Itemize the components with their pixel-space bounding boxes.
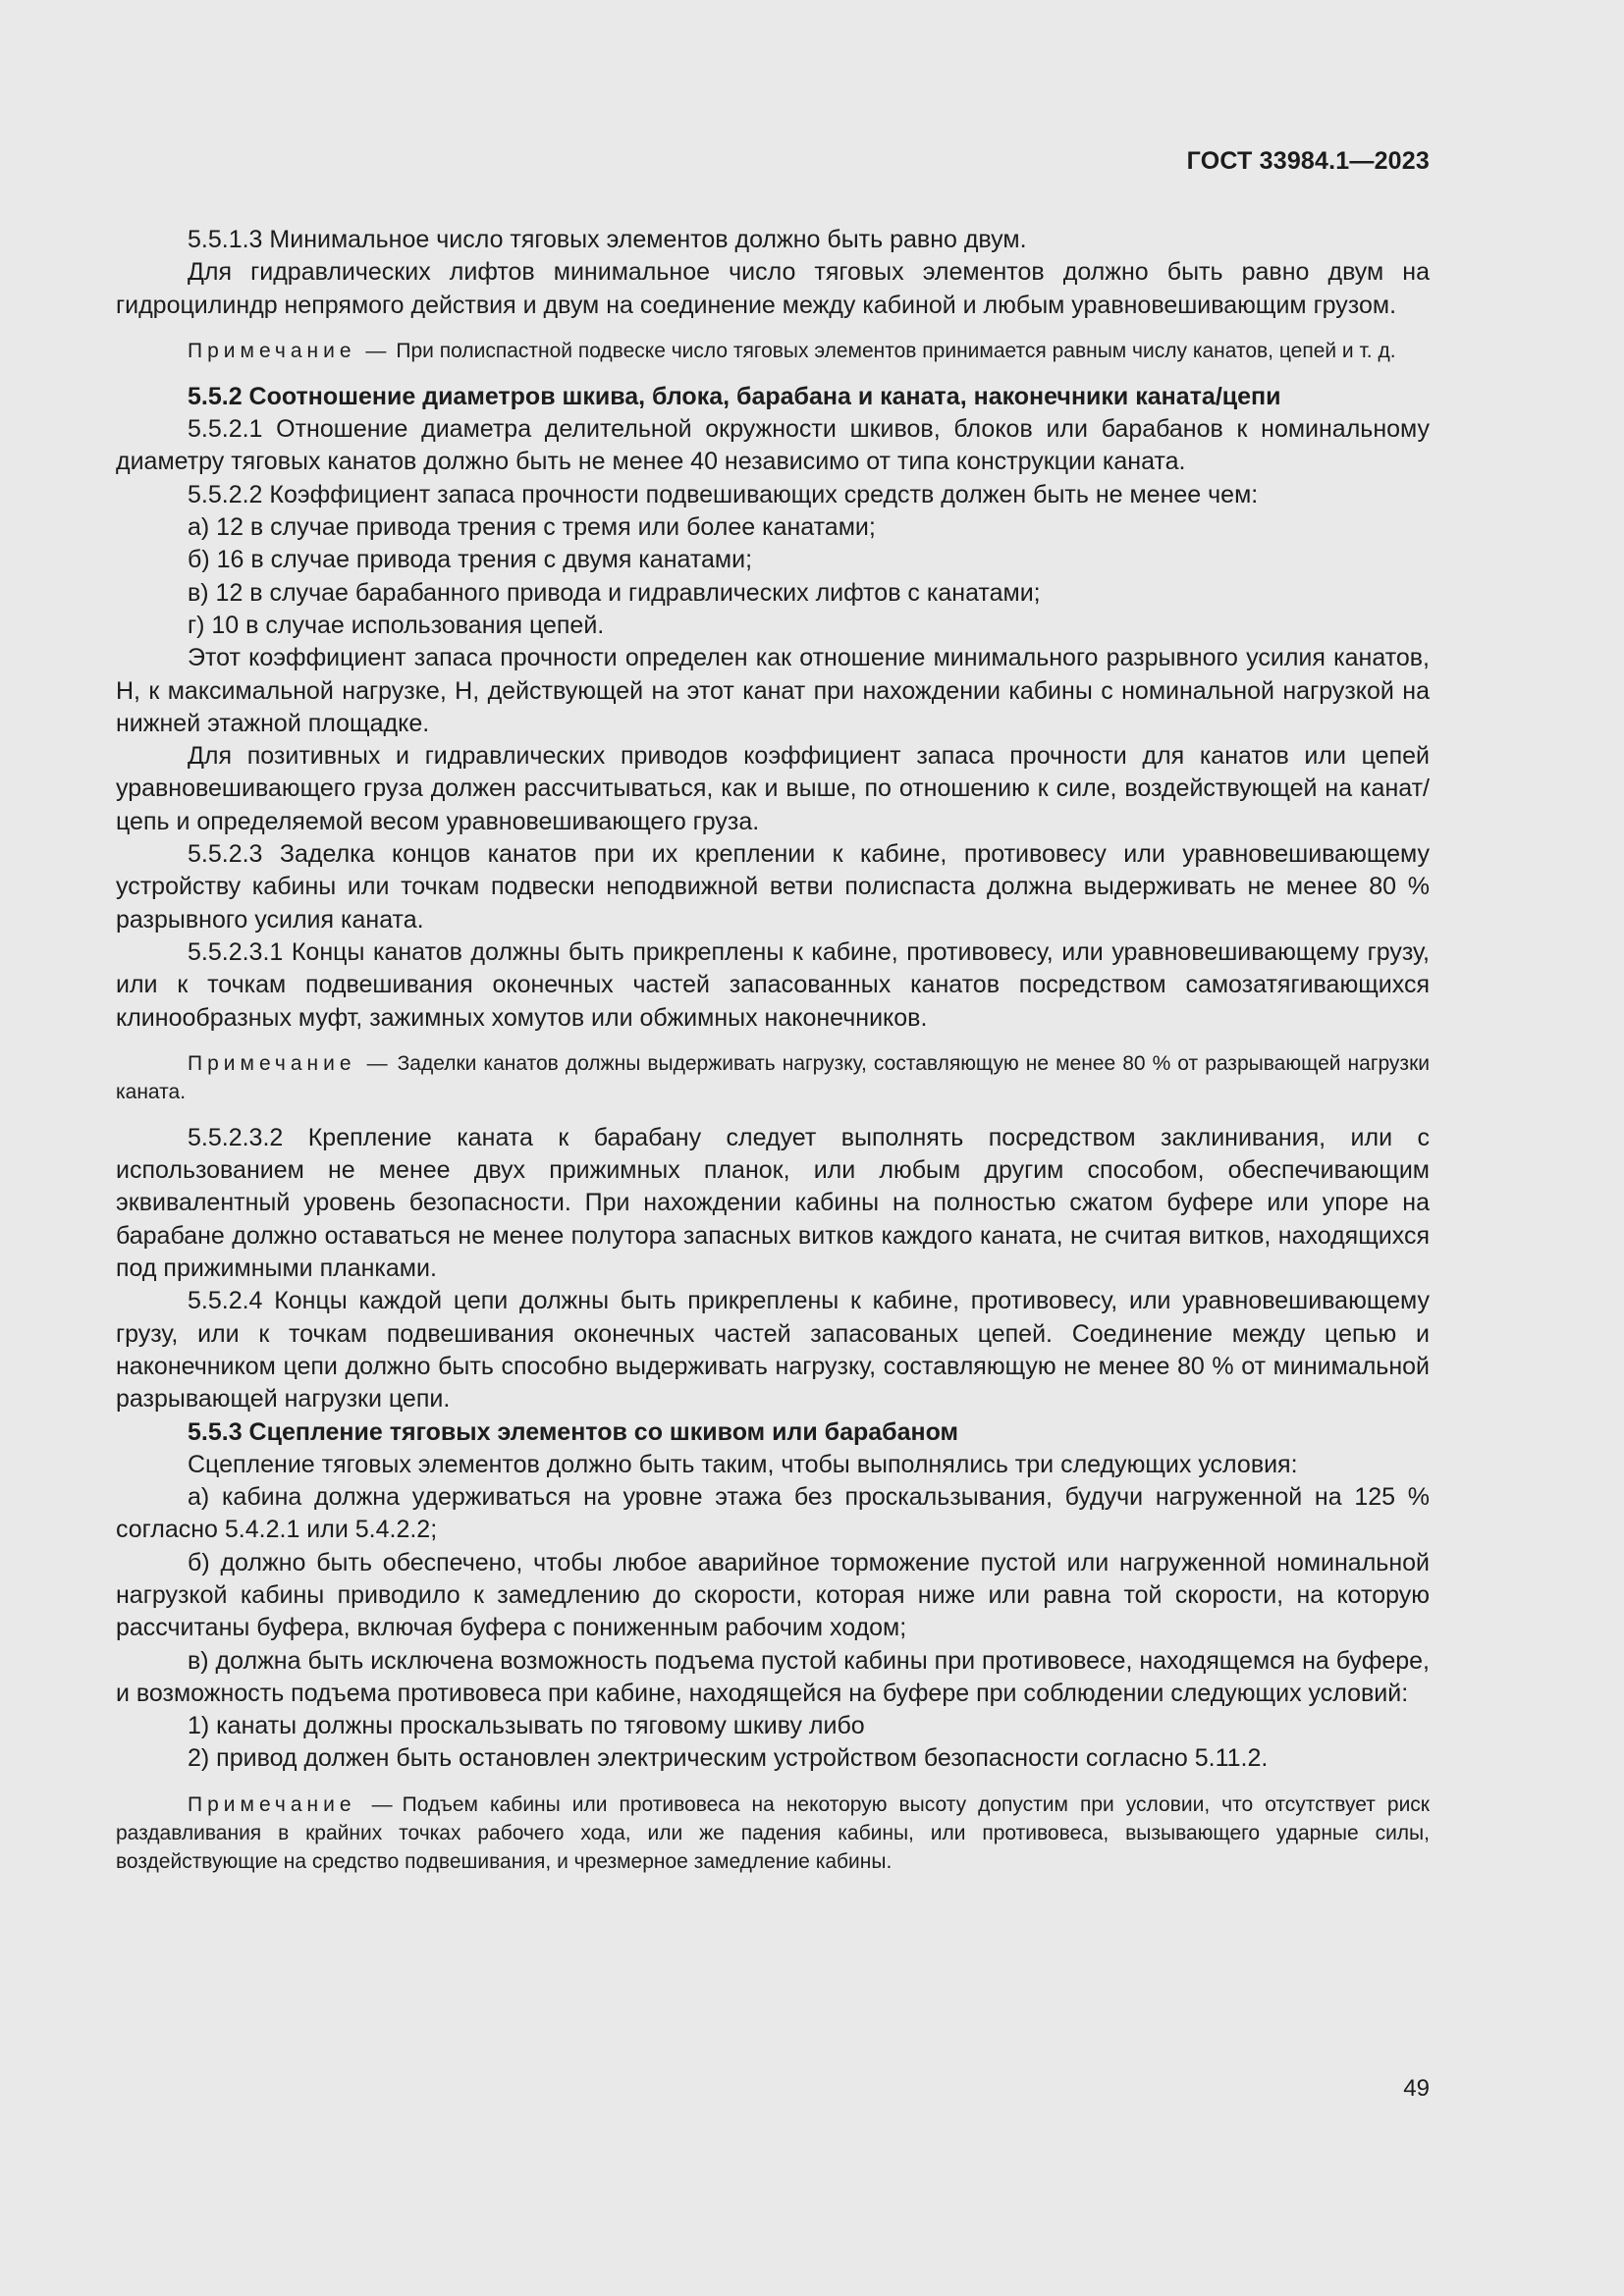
body-paragraph: Этот коэффициент запаса прочности определен как отношение минимального разрывного усилия канатов, Н, к максимальной нагрузке, Н, действующей на этот канат при нахождении кабины с номинальной нагрузкой на нижней этажной площадке. <box>116 644 1430 737</box>
body-paragraph: 5.5.2.1 Отношение диаметра делительной окружности шкивов, блоков или барабанов к номинальному диаметру тяговых канатов должно быть не менее 40 независимо от типа конструкции каната. <box>116 415 1430 476</box>
body-paragraph: 5.5.1.3 Минимальное число тяговых элементов должно быть равно двум. <box>188 226 1027 253</box>
document-standard-id: ГОСТ 33984.1—2023 <box>1186 147 1430 175</box>
body-paragraph: 5.5.2.3.2 Крепление каната к барабану следует выполнять посредством заклинивания, или с использованием не менее двух прижимных планок, или любым другим способом, обеспечивающим эквивалентный уровень безопасности. При нахождении кабины на полностью сжатом буфере или упоре на барабане должно оставаться не менее полутора запасных витков каждого каната, не считая витков, находящихся под прижимными планками. <box>116 1123 1430 1283</box>
note-paragraph <box>116 1790 1430 1876</box>
body-paragraph: г) 10 в случае использования цепей. <box>188 611 605 639</box>
body-paragraph: б) 16 в случае привода трения с двумя канатами; <box>188 546 753 574</box>
note-label: Примечание <box>188 1792 356 1816</box>
body-paragraph: 5.5.2.3.1 Концы канатов должны быть прикреплены к кабине, противовесу, или уравновешивающему грузу, или к точкам подвешивания оконечных частей запасованных канатов посредством самозатягивающихся клинообразных муфт, зажимных хомутов или обжимных наконечников. <box>116 937 1430 1032</box>
note-label: Примечание <box>188 1051 356 1075</box>
note-separator: — <box>365 339 387 362</box>
document-body <box>116 224 1430 1892</box>
body-paragraph: Для позитивных и гидравлических приводов коэффициент запаса прочности для канатов или цепей уравновешивающего груза должен рассчитываться, как и выше, по отношению к силе, воздействующей на канат/цепь и определяемой весом уравновешивающего груза. <box>116 742 1430 835</box>
body-paragraph: 5.5.2.3 Заделка концов канатов при их креплении к кабине, противовесу или уравновешивающему устройству кабины или точкам подвески неподвижной ветви полиспаста должна выдерживать не менее 80 % разрывного усилия каната. <box>116 840 1430 934</box>
body-paragraph: в) 12 в случае барабанного привода и гидравлических лифтов с канатами; <box>188 578 1041 607</box>
body-paragraph: 2) привод должен быть остановлен электрическим устройством безопасности согласно 5.11.2. <box>188 1744 1269 1773</box>
body-paragraph: б) должно быть обеспечено, чтобы любое аварийное торможение пустой или нагруженной номинальной нагрузкой кабины приводило к замедлению до скорости, которая ниже или равна той скорости, на которую рассчитаны буфера, включая буфера с пониженным рабочим ходом; <box>116 1548 1430 1642</box>
note-separator: — <box>371 1792 393 1816</box>
note-paragraph <box>116 337 1430 365</box>
section-heading: 5.5.3 Сцепление тяговых элементов со шкивом или барабаном <box>188 1417 959 1446</box>
note-text: Заделки канатов должны выдерживать нагрузку, составляющую не менее 80 % от разрывающей нагрузки каната. <box>116 1051 1430 1103</box>
body-paragraph: 1) канаты должны проскальзывать по тяговому шкиву либо <box>188 1712 865 1740</box>
note-paragraph <box>116 1049 1430 1106</box>
note-text: При полиспастной подвеске число тяговых элементов принимается равным числу канатов, цепей и т. д. <box>396 339 1396 362</box>
body-paragraph: а) кабина должна удерживаться на уровне этажа без проскальзывания, будучи нагруженной на 125 % согласно 5.4.2.1 или 5.4.2.2; <box>116 1483 1430 1544</box>
body-paragraph: Сцепление тяговых элементов должно быть таким, чтобы выполнялись три следующих условия: <box>188 1450 1298 1478</box>
note-text: Подъем кабины или противовеса на некоторую высоту допустим при условии, что отсутствует риск раздавливания в крайних точках рабочего хода, или же падения кабины, или противовеса, вызывающего ударные силы, воздействующие на средство подвешивания, и чрезмерное замедление кабины. <box>116 1792 1430 1873</box>
body-paragraph: 5.5.2.4 Концы каждой цепи должны быть прикреплены к кабине, противовесу, или уравновешивающему грузу, или к точкам подвешивания оконечных частей запасованых цепей. Соединение между цепью и наконечником цепи должно быть способно выдерживать нагрузку, составляющую не менее 80 % от минимальной разрывающей нагрузки цепи. <box>116 1287 1430 1414</box>
page-number: 49 <box>1403 2075 1430 2102</box>
body-paragraph: Для гидравлических лифтов минимальное число тяговых элементов должно быть равно двум на гидроцилиндр непрямого действия и двум на соединение между кабиной и любым уравновешивающим грузом. <box>116 258 1430 319</box>
note-separator: — <box>366 1051 388 1075</box>
body-paragraph: а) 12 в случае привода трения с тремя или более канатами; <box>188 513 876 542</box>
note-label: Примечание <box>188 339 356 362</box>
body-paragraph: 5.5.2.2 Коэффициент запаса прочности подвешивающих средств должен быть не менее чем: <box>188 480 1259 508</box>
body-paragraph: в) должна быть исключена возможность подъема пустой кабины при противовесе, находящемся на буфере, и возможность подъема противовеса при кабине, находящейся на буфере при соблюдении следующих условий: <box>116 1646 1430 1707</box>
section-heading: 5.5.2 Соотношение диаметров шкива, блока, барабана и каната, наконечники каната/цепи <box>188 382 1281 410</box>
